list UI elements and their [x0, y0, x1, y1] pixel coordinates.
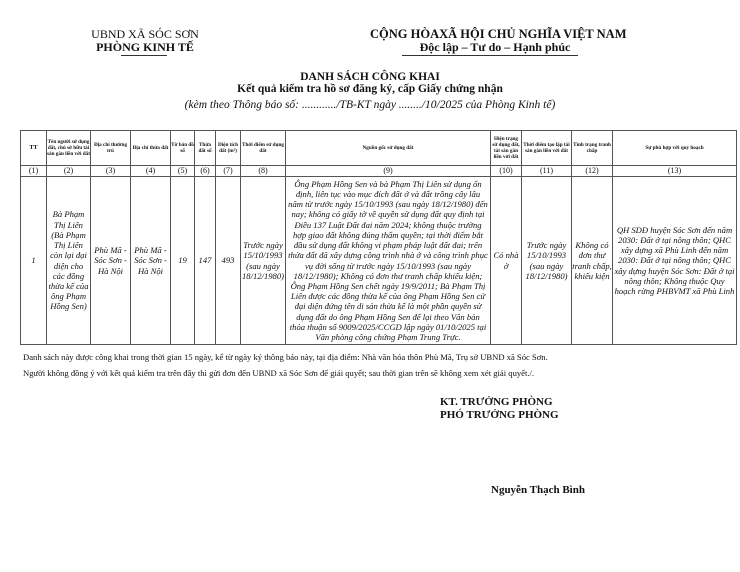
col-header-use-time: Thời điểm sử dụng đất: [241, 131, 286, 166]
col-header-owner: Tên người sử dụng đất, chủ sở hữu tài sản gắn liền với đất: [47, 131, 91, 166]
cell-owner: Bà Phạm Thị Liên (Bà Phạm Thị Liên còn lại đại diện cho các đồng thừa kế của ông Phạm Hồng Sen): [47, 177, 91, 345]
document-reference: (kèm theo Thông báo số: ............/TB-KT ngày ......../10/2025 của Phòng Kinh tế): [184, 99, 556, 111]
national-title: CỘNG HÒAXÃ HỘI CHỦ NGHĨA VIỆT NAM: [370, 27, 627, 41]
col-number: (3): [91, 166, 131, 177]
signer-title: PHÓ TRƯỞNG PHÒNG: [440, 409, 559, 421]
signer-authority: KT. TRƯỞNG PHÒNG: [440, 396, 553, 408]
cell-parcel-no: 147: [195, 177, 216, 345]
cell-use-time: Trước ngày 15/10/1993 (sau ngày 18/12/1980): [241, 177, 286, 345]
col-header-status: Hiện trạng sử dụng đất, tài sản gắn liền với đất: [491, 131, 522, 166]
col-header-planning: Sự phù hợp với quy hoạch: [613, 131, 737, 166]
divider: [121, 55, 167, 56]
col-header-residence: Địa chỉ thường trú: [91, 131, 131, 166]
cell-asset-time: Trước ngày 15/10/1993 (sau ngày 18/12/1980): [522, 177, 572, 345]
table-row: [21, 177, 737, 345]
col-header-parcel-no: Thửa đất số: [195, 131, 216, 166]
objection-note: Người không đồng ý với kết quả kiểm tra trên đây thì gửi đơn đến UBND xã Sóc Sơn để giải quyết; sau thời gian trên sẽ không xem xét giải quyết./.: [23, 368, 535, 378]
col-number: (11): [522, 166, 572, 177]
issuing-department: PHÒNG KINH TẾ: [96, 40, 194, 54]
issuing-authority: UBND XÃ SÓC SƠN: [91, 27, 199, 41]
divider: [402, 55, 578, 56]
cell-residence: Phù Mã - Sóc Sơn - Hà Nội: [91, 177, 131, 345]
col-number: (4): [131, 166, 171, 177]
cell-tt: 1: [21, 177, 47, 345]
signer-name: Nguyễn Thạch Bình: [491, 484, 585, 496]
col-number: (8): [241, 166, 286, 177]
cell-parcel-address: Phù Mã - Sóc Sơn - Hà Nội: [131, 177, 171, 345]
col-header-map-sheet: Tờ bản đồ số: [171, 131, 195, 166]
col-header-area: Diện tích đất (m²): [216, 131, 241, 166]
cell-map-sheet: 19: [171, 177, 195, 345]
col-header-asset-time: Thời điểm tạo lập tài sản gắn liền với đất: [522, 131, 572, 166]
cell-planning: QH SDĐ huyện Sóc Sơn đến năm 2030: Đất ở tại nông thôn; QHC xây dựng xã Phù Linh đến năm 2030: Đất ở tại nông thôn; QHC xây dựng huyện Sóc Sơn: Đất ở tại nông thôn; Không thuộc Quy hoạch rừng PHBVMT xã Phù Linh: [613, 177, 737, 345]
national-motto: Độc lập – Tư do – Hạnh phúc: [419, 40, 571, 54]
col-number: (13): [613, 166, 737, 177]
cell-dispute: Không có đơn thư tranh chấp, khiếu kiện: [572, 177, 613, 345]
header-row: [21, 131, 737, 166]
col-number: (9): [286, 166, 491, 177]
public-list-table: [20, 130, 737, 345]
publication-note: Danh sách này được công khai trong thời gian 15 ngày, kể từ ngày ký thông báo này, tại địa điểm: Nhà văn hóa thôn Phù Mã, Trụ sở UBND xã Sóc Sơn.: [23, 352, 548, 362]
col-number: (6): [195, 166, 216, 177]
col-header-parcel-address: Địa chỉ thửa đất: [131, 131, 171, 166]
col-number: (1): [21, 166, 47, 177]
cell-status: Có nhà ở: [491, 177, 522, 345]
cell-origin: Ông Phạm Hồng Sen và bà Phạm Thị Liên sử dụng ổn định, liên tục vào mục đích đất ở và đất trồng cây lâu năm từ trước ngày 15/10/1993 (sau ngày 18/12/1980) đến nay; không có giấy tờ về quyền sử dụng đất quy định tại Điều 137 Luật Đất đai năm 2024; không thuộc trường hợp giao đất không đúng thẩm quyền; tại thời điểm bắt đầu sử dụng đất không vi phạm pháp luật đất đai; trên thửa đất đã xây dựng công trình nhà ở và công trình phục vụ đời sống từ trước ngày 15/10/1993 (sau ngày 18/12/1980); Không có đơn thư tranh chấp khiếu kiện; Ông Phạm Hồng Sen chết ngày 19/9/2011; Bà Phạm Thị Liên được các đồng thừa kế của ông Phạm Hồng Sen cử đại diện đứng tên di sản thừa kế là một phần quyền sử dụng đất do ông Phạm Hồng Sen để lại theo Văn bản thỏa thuận số 9009/2025/CCGD lập ngày 01/10/2025 tại Văn phòng công chứng Phạm Trung Trực.: [286, 177, 491, 345]
col-number: (7): [216, 166, 241, 177]
document-title: DANH SÁCH CÔNG KHAI: [300, 71, 440, 83]
col-number: (10): [491, 166, 522, 177]
col-header-origin: Nguồn gốc sử dụng đất: [286, 131, 491, 166]
cell-area: 493: [216, 177, 241, 345]
col-number: (5): [171, 166, 195, 177]
col-number: (2): [47, 166, 91, 177]
col-number: (12): [572, 166, 613, 177]
col-header-dispute: Tình trạng tranh chấp: [572, 131, 613, 166]
document-subtitle: Kết quả kiểm tra hồ sơ đăng ký, cấp Giấy chứng nhận: [237, 83, 503, 95]
col-header-tt: TT: [21, 131, 47, 166]
column-number-row: [21, 166, 737, 177]
